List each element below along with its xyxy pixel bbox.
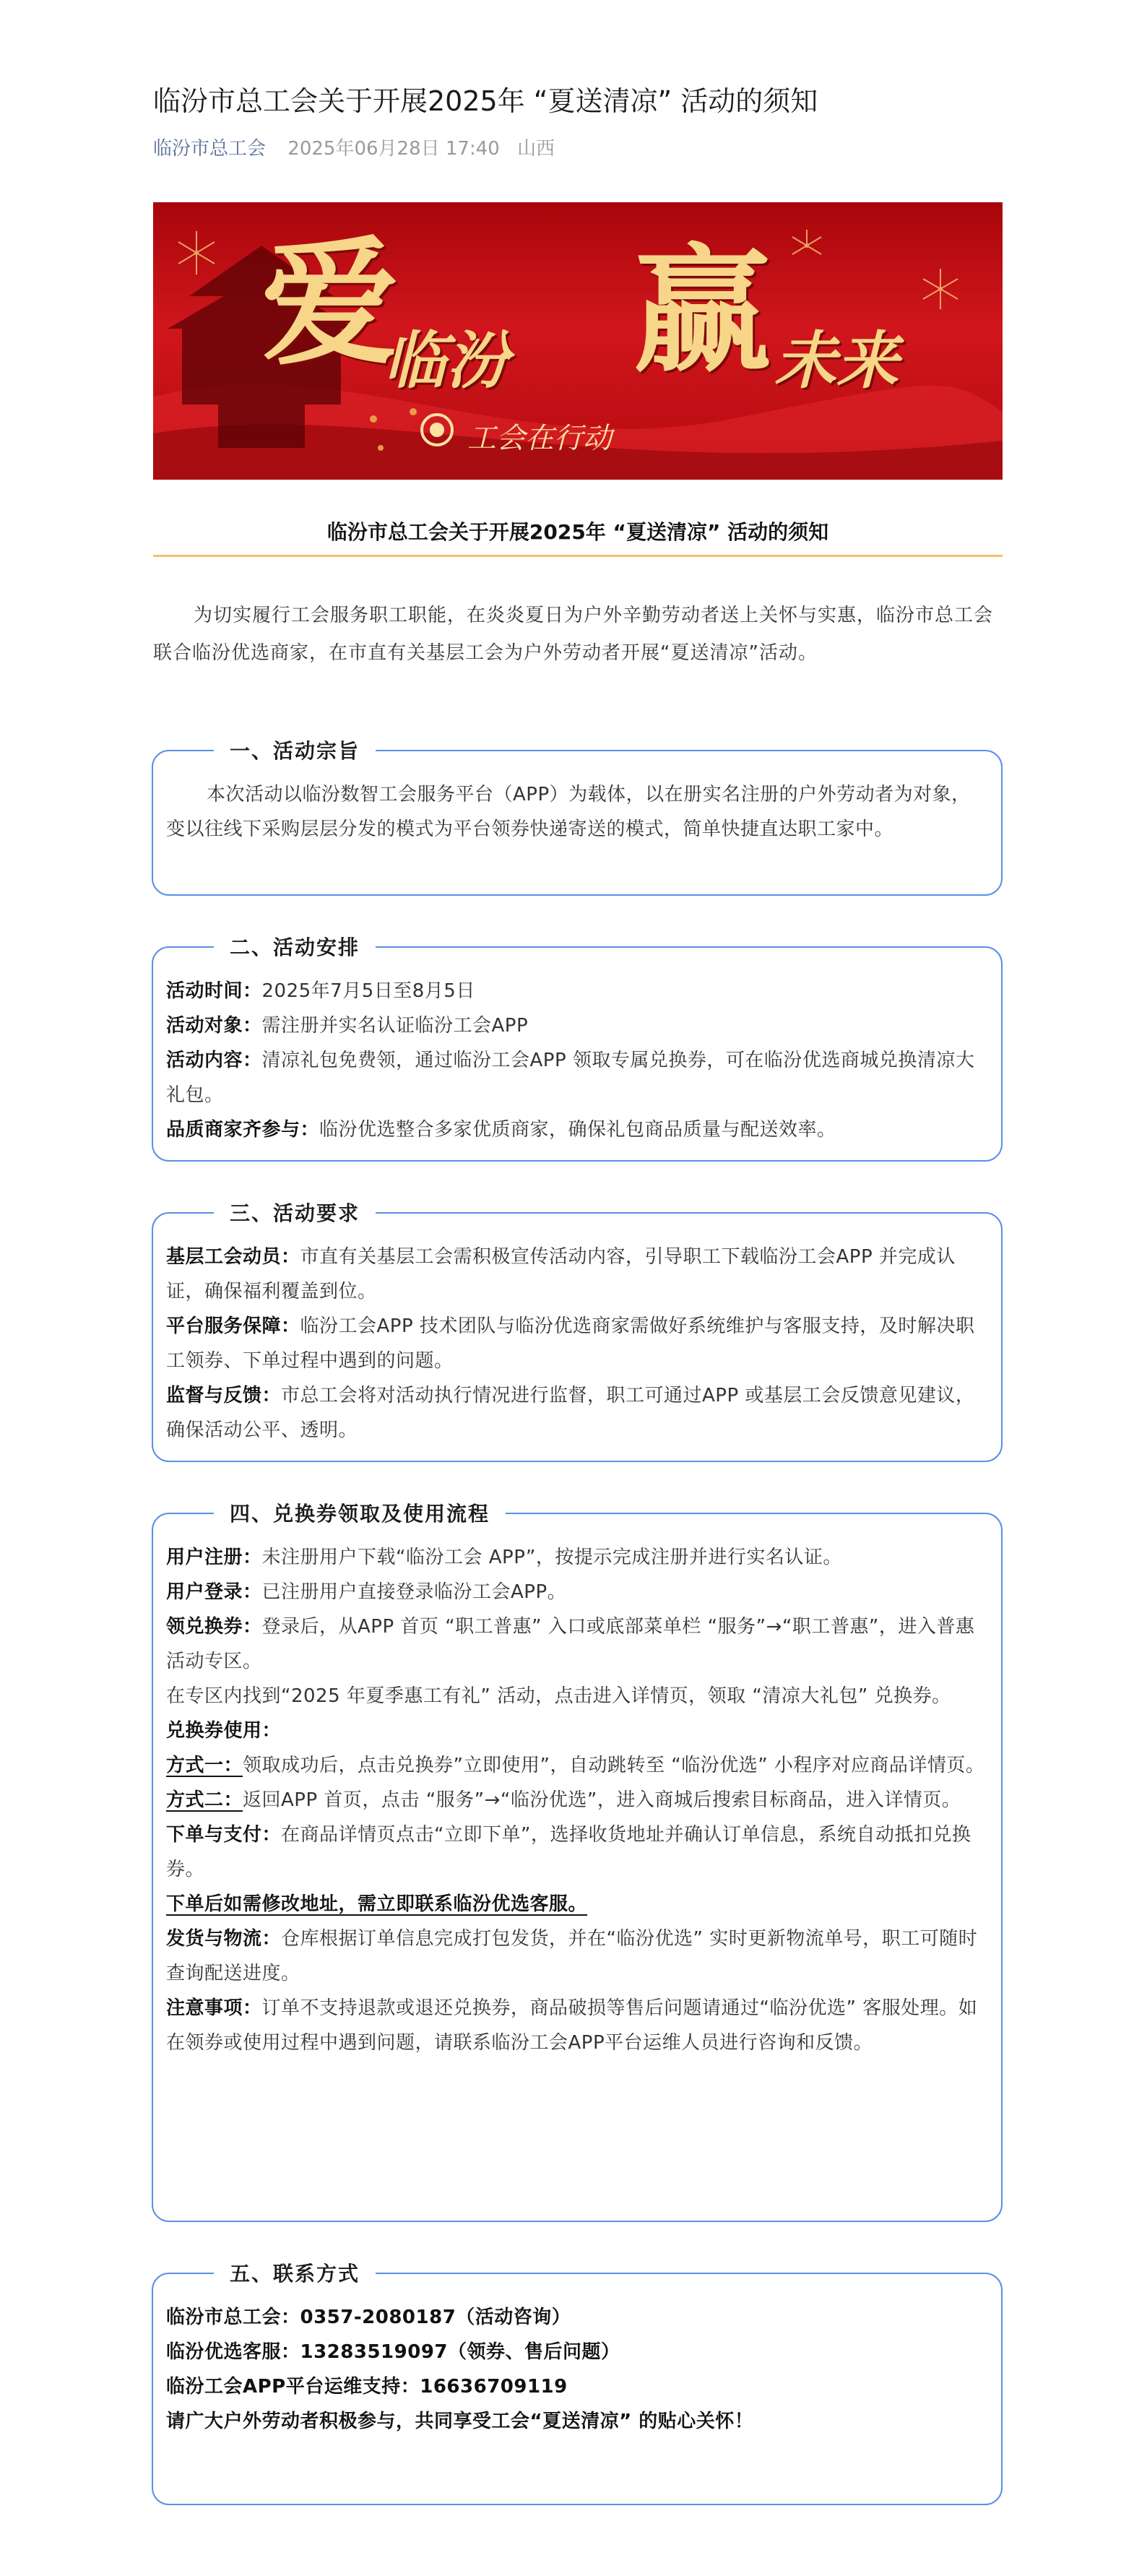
item-key: 活动内容：	[166, 1050, 262, 1071]
list-item	[166, 1112, 988, 1147]
list-item	[166, 1309, 988, 1378]
item-text: 订单不支持退款或退还兑换券，商品破损等售后问题请通过“临汾优选” 客服处理。如在领券或使用过程中遇到问题，请联系临汾工会APP平台运维人员进行咨询和反馈。	[166, 1997, 978, 2054]
intro-paragraph: 为切实履行工会服务职工职能，在炎炎夏日为户外辛勤劳动者送上关怀与实惠，临汾市总工会联合临汾优选商家，在市直有关基层工会为户外劳动者开展“夏送清凉”活动。	[153, 605, 994, 664]
item-text: 在商品详情页点击“立即下单”，选择收货地址并确认订单信息，系统自动抵扣兑换券。	[166, 1824, 971, 1880]
item-text: 登录后，从APP 首页 “职工普惠” 入口或底部菜单栏 “服务”→“职工普惠”，进入普惠活动专区。	[166, 1616, 975, 1672]
item-key: 用户登录：	[166, 1581, 262, 1603]
item-text: 市总工会将对活动执行情况进行监督，职工可通过APP 或基层工会反馈意见建议，确保活动公平、透明。	[166, 1385, 975, 1441]
section-title: 二、活动安排	[214, 932, 376, 964]
article-subheading: 临汾市总工会关于开展2025年 “夏送清凉” 活动的须知	[326, 520, 829, 544]
item-text: 未注册用户下载“临汾工会 APP”，按提示完成注册并进行实名认证。	[261, 1547, 842, 1568]
subheading-divider	[153, 555, 1003, 557]
list-item: 在专区内找到“2025 年夏季惠工有礼” 活动，点击进入详情页，领取 “清凉大礼包” 兑换券。	[166, 1685, 951, 1707]
account-name-link[interactable]: 临汾市总工会	[153, 138, 267, 160]
item-key: 平台服务保障：	[166, 1315, 300, 1337]
section-body	[153, 948, 1001, 1160]
list-item	[166, 1991, 988, 2060]
item-key: 下单与支付：	[166, 1824, 282, 1846]
list-item	[166, 1575, 988, 1609]
item-key: 活动时间：	[166, 980, 262, 1002]
contact-line: 临汾市总工会：0357-2080187（活动咨询）	[166, 2307, 571, 2328]
publish-location: 山西	[517, 138, 555, 160]
section-contact	[152, 2262, 1003, 2505]
address-note: 下单后如需修改地址，需立即联系临汾优选客服。	[166, 1893, 588, 1915]
section-body	[153, 1214, 1001, 1461]
banner-char-ai: 爱	[261, 222, 399, 384]
item-key: 用户注册：	[166, 1547, 262, 1568]
contact-line: 临汾优选客服：13283519097（领券、售后问题）	[166, 2341, 620, 2363]
publish-date: 2025年06月28日 17:40	[287, 138, 500, 160]
item-text: 已注册用户直接登录临汾工会APP。	[261, 1581, 567, 1603]
item-key: 领兑换券：	[166, 1616, 262, 1638]
item-key: 品质商家齐参与：	[166, 1119, 320, 1141]
list-item	[166, 1240, 988, 1309]
item-key: 兑换券使用：	[166, 1720, 282, 1742]
item-key: 基层工会动员：	[166, 1246, 300, 1268]
section-title: 一、活动宗旨	[214, 735, 376, 767]
section-title: 四、兑换券领取及使用流程	[214, 1498, 506, 1530]
item-key: 注意事项：	[166, 1997, 262, 2019]
item-text: 清凉礼包免费领，通过临汾工会APP 领取专属兑换券，可在临汾优选商城兑换清凉大礼包。	[166, 1050, 975, 1106]
banner-text-weilai: 未来	[774, 324, 899, 397]
list-item	[166, 1609, 988, 1679]
banner-subtitle: 工会在行动	[467, 422, 612, 455]
section-title: 三、活动要求	[214, 1198, 376, 1229]
section-requirements	[152, 1201, 1003, 1462]
item-key: 方式一：	[166, 1755, 243, 1776]
section-purpose	[152, 739, 1003, 896]
list-item	[166, 1378, 988, 1448]
item-key: 方式二：	[166, 1789, 243, 1811]
list-item	[166, 1748, 988, 1783]
section-text: 本次活动以临汾数智工会服务平台（APP）为载体，以在册实名注册的户外劳动者为对象，变以往线下采购层层分发的模式为平台领券快递寄送的模式，简单快捷直达职工家中。	[166, 784, 971, 840]
item-text: 2025年7月5日至8月5日	[261, 980, 475, 1002]
list-item	[166, 1783, 988, 1818]
item-text: 临汾优选整合多家优质商家，确保礼包商品质量与配送效率。	[319, 1119, 836, 1141]
closing-line: 请广大户外劳动者积极参与，共同享受工会“夏送清凉” 的贴心关怀！	[166, 2411, 754, 2432]
list-item	[166, 1043, 988, 1112]
banner-char-ying: 赢	[633, 230, 771, 391]
list-item	[166, 1887, 988, 1922]
section-body	[153, 751, 1001, 860]
item-key: 活动对象：	[166, 1015, 262, 1037]
list-item	[166, 1713, 988, 1748]
section-body	[153, 1514, 1001, 2073]
section-body	[153, 2274, 1001, 2452]
list-item	[166, 974, 988, 1008]
section-arrangement	[152, 935, 1003, 1162]
item-text: 仓库根据订单信息完成打包发货，并在“临汾优选” 实时更新物流单号，职工可随时查询配送进度。	[166, 1928, 978, 1984]
article-title: 临汾市总工会关于开展2025年 “夏送清凉” 活动的须知	[153, 85, 818, 117]
article-meta	[153, 134, 1003, 163]
item-text: 市直有关基层工会需积极宣传活动内容，引导职工下载临汾工会APP 并完成认证，确保福利覆盖到位。	[166, 1246, 956, 1302]
contact-line: 临汾工会APP平台运维支持：16636709119	[166, 2376, 568, 2398]
item-text: 返回APP 首页，点击 “服务”→“临汾优选”，进入商城后搜索目标商品，进入详情页。	[243, 1789, 961, 1811]
list-item	[166, 1818, 988, 1887]
union-emblem-icon	[420, 413, 454, 446]
item-text: 临汾工会APP 技术团队与临汾优选商家需做好系统维护与客服支持，及时解决职工领券、下单过程中遇到的问题。	[166, 1315, 975, 1372]
banner-image	[153, 202, 1003, 480]
item-key: 监督与反馈：	[166, 1385, 282, 1406]
list-item	[166, 1008, 988, 1043]
banner-text-linfen: 临汾	[384, 324, 508, 397]
section-process	[152, 1502, 1003, 2222]
list-item	[166, 1540, 988, 1575]
item-text: 需注册并实名认证临汾工会APP	[261, 1015, 529, 1037]
item-text: 领取成功后，点击兑换券”立即使用”，自动跳转至 “临汾优选” 小程序对应商品详情页。	[243, 1755, 985, 1776]
item-key: 发货与物流：	[166, 1928, 282, 1950]
section-title: 五、联系方式	[214, 2258, 376, 2290]
list-item	[166, 1922, 988, 1991]
